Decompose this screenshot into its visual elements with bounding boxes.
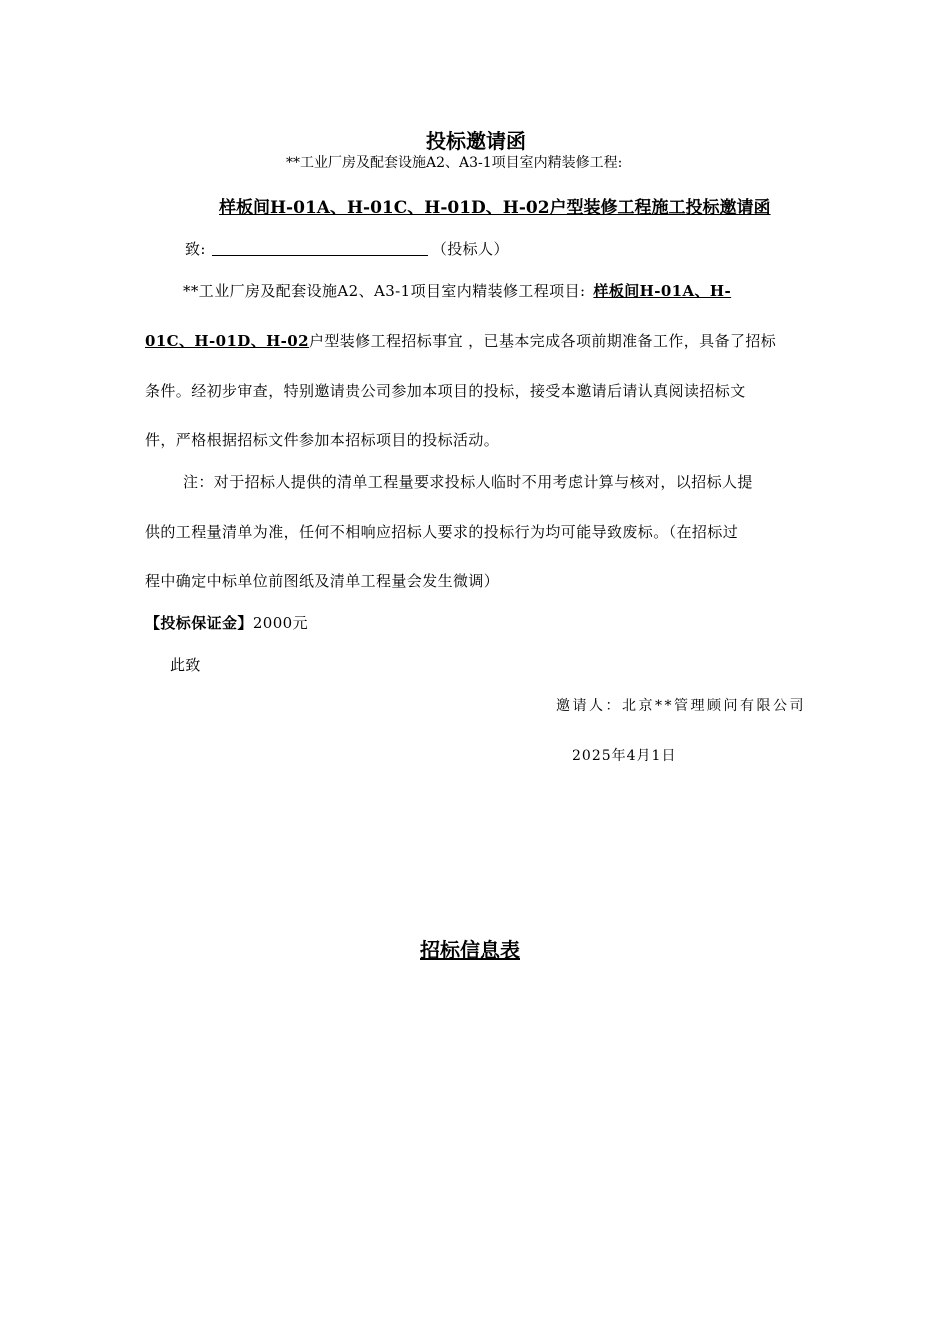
to-label: 致: xyxy=(185,240,206,258)
section-title: 招标信息表 xyxy=(420,938,520,962)
bidder-blank-line xyxy=(212,241,428,256)
paragraph-1-line-3: 条件。经初步审查，特别邀请贵公司参加本项目的投标，接受本邀请后请认真阅读招标文 xyxy=(145,382,746,400)
paragraph-1-line-1 xyxy=(183,280,731,301)
paragraph-1-line-2 xyxy=(145,330,776,351)
deposit-label: 【投标保证金】 xyxy=(145,614,253,632)
invitation-subtitle: 样板间H-01A、H-01C、H-01D、H-02户型装修工程施工投标邀请函 xyxy=(219,198,771,218)
sample-rooms-part-1: 样板间H-01A、H- xyxy=(593,282,732,300)
to-suffix: （投标人） xyxy=(431,240,509,258)
project-line: **工业厂房及配套设施A2、A3-1项目室内精装修工程: xyxy=(286,155,623,171)
addressee-line xyxy=(185,238,509,259)
note-line-2: 供的工程量清单为准，任何不相响应招标人要求的投标行为均可能导致废标。（在招标过 xyxy=(145,523,739,541)
date-line: 2025年4月1日 xyxy=(572,748,677,764)
paragraph-1-line-4: 件，严格根据招标文件参加本招标项目的投标活动。 xyxy=(145,431,500,449)
deposit-line xyxy=(145,612,308,633)
note-line-3: 程中确定中标单位前图纸及清单工程量会发生微调） xyxy=(145,572,500,590)
document-title: 投标邀请函 xyxy=(426,129,526,153)
closing-greeting: 此致 xyxy=(170,656,201,674)
sample-rooms-part-2: 01C、H-01D、H-02 xyxy=(145,332,309,350)
project-name: **工业厂房及配套设施A2、A3-1项目室内精装修工程项目: xyxy=(183,282,586,300)
paragraph-1-rest: 户型装修工程招标事宜 ，已基本完成各项前期准备工作，具备了招标 xyxy=(308,332,777,350)
deposit-value: 2000元 xyxy=(252,614,308,632)
note-line-1: 注：对于招标人提供的清单工程量要求投标人临时不用考虑计算与核对，以招标人提 xyxy=(183,473,753,491)
inviter-line: 邀请人：北京**管理顾问有限公司 xyxy=(556,698,806,714)
